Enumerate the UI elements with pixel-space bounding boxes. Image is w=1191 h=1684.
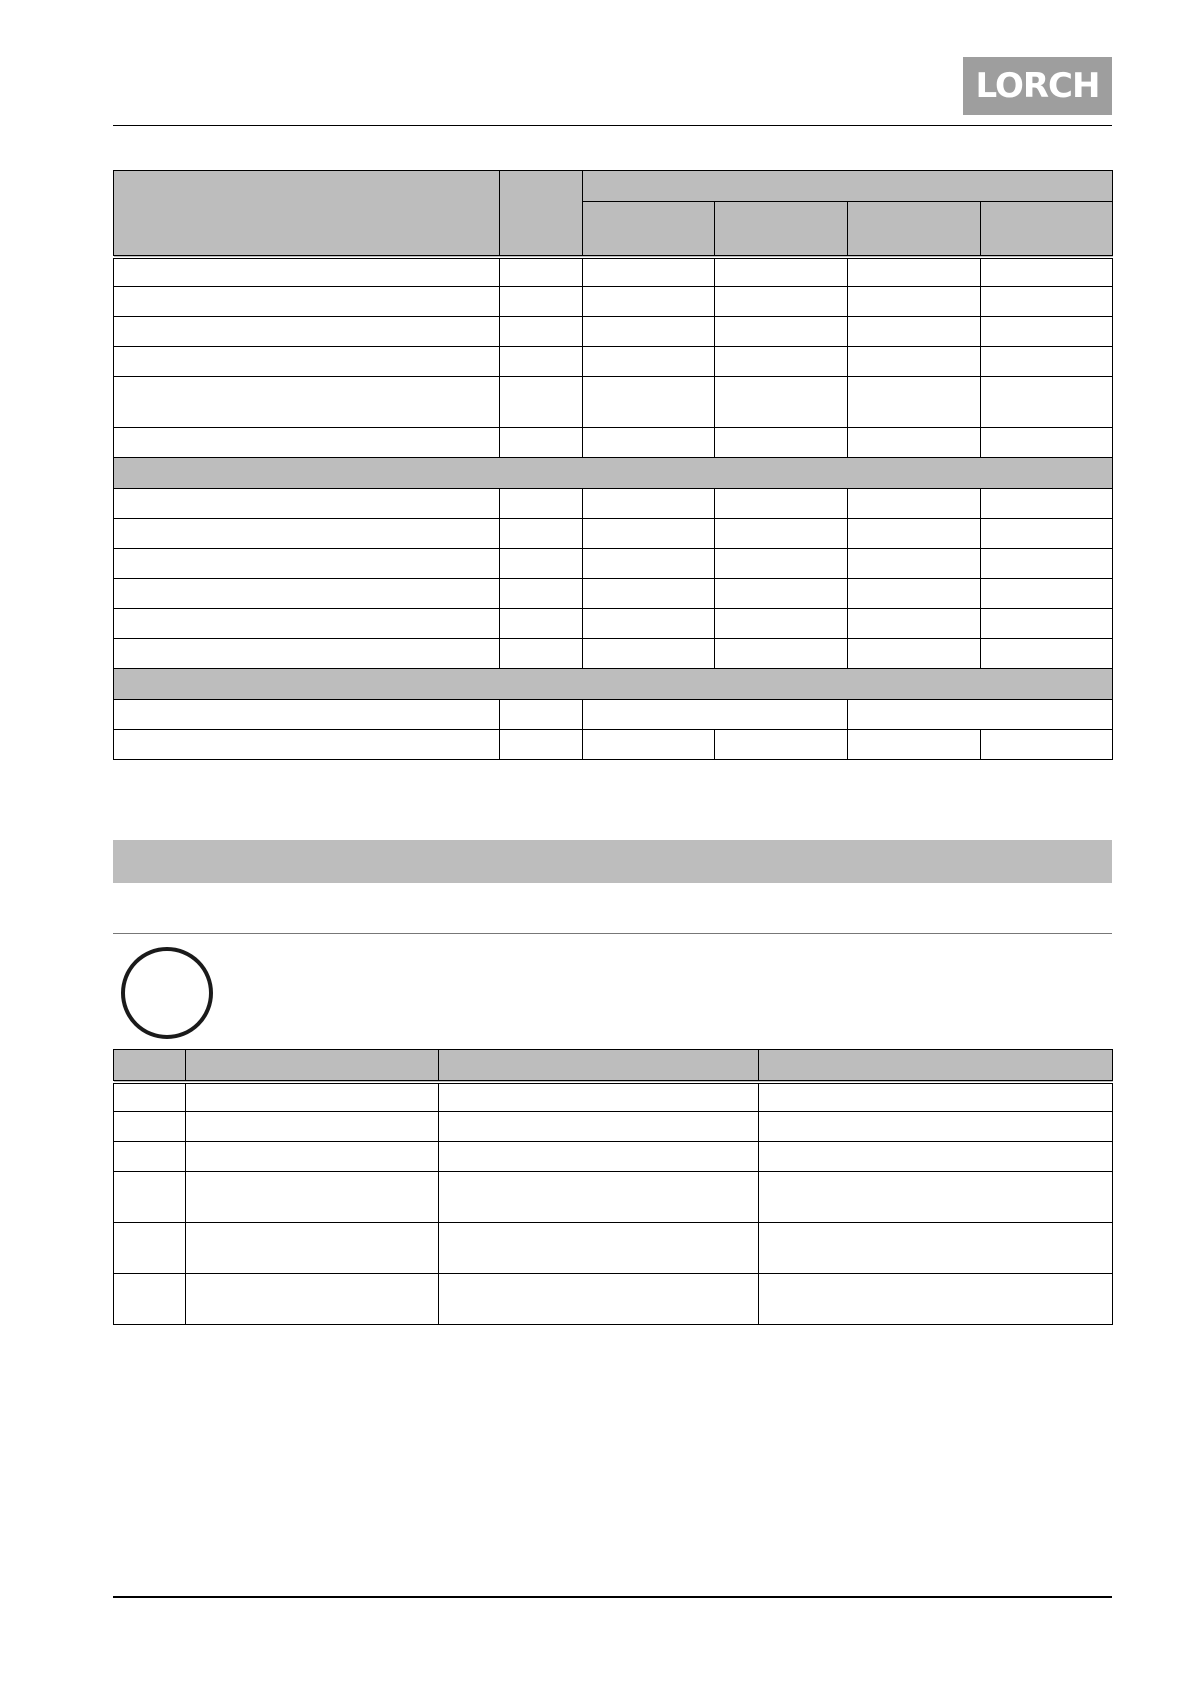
table-cell	[715, 428, 848, 458]
table-cell	[500, 287, 583, 317]
header-cell-parameter	[114, 171, 500, 257]
table-cell	[439, 1142, 759, 1172]
section-header-cell	[114, 669, 1113, 700]
table-cell	[500, 489, 583, 519]
table-cell	[500, 347, 583, 377]
table-cell	[114, 1274, 186, 1325]
header-rule	[113, 125, 1112, 126]
table-cell	[114, 519, 500, 549]
table-cell	[981, 519, 1113, 549]
table-cell	[500, 700, 583, 730]
table-cell	[848, 609, 981, 639]
table-row	[114, 347, 1113, 377]
footer-rule	[113, 1596, 1112, 1598]
table-row	[114, 377, 1113, 428]
table-cell	[114, 579, 500, 609]
table-cell	[114, 549, 500, 579]
table-cell	[500, 730, 583, 760]
table-row	[114, 287, 1113, 317]
table-cell	[583, 377, 715, 428]
table-row	[114, 1112, 1113, 1142]
table-cell	[439, 1172, 759, 1223]
table-cell	[114, 609, 500, 639]
table-cell	[114, 1223, 186, 1274]
table-cell	[715, 287, 848, 317]
table-cell	[114, 317, 500, 347]
table-cell	[114, 489, 500, 519]
table-cell	[583, 700, 848, 730]
table-row	[114, 428, 1113, 458]
table-cell	[715, 377, 848, 428]
table-cell	[114, 1082, 186, 1112]
table-cell	[114, 428, 500, 458]
table-cell	[583, 639, 715, 669]
table-cell	[583, 347, 715, 377]
header-cell-model-4	[981, 202, 1113, 257]
table-cell	[981, 257, 1113, 287]
table-cell	[114, 257, 500, 287]
table-cell	[981, 428, 1113, 458]
table-row	[114, 579, 1113, 609]
table-row	[114, 519, 1113, 549]
header-cell-3	[439, 1050, 759, 1082]
table-cell	[759, 1172, 1113, 1223]
table-cell	[981, 287, 1113, 317]
table-cell	[848, 519, 981, 549]
table-cell	[715, 730, 848, 760]
lorch-logo: LORCH	[963, 57, 1112, 115]
table-cell	[439, 1082, 759, 1112]
table-cell	[439, 1223, 759, 1274]
table-cell	[848, 730, 981, 760]
table-cell	[981, 317, 1113, 347]
table-cell	[759, 1223, 1113, 1274]
table-cell	[186, 1223, 439, 1274]
table-cell	[848, 428, 981, 458]
table-cell	[848, 579, 981, 609]
table-cell	[759, 1112, 1113, 1142]
table-cell	[186, 1172, 439, 1223]
header-cell-1	[114, 1050, 186, 1082]
table-cell	[500, 549, 583, 579]
table-cell	[848, 377, 981, 428]
table-cell	[981, 579, 1113, 609]
table-row	[114, 1082, 1113, 1112]
table-cell	[759, 1142, 1113, 1172]
table-row	[114, 1172, 1113, 1223]
table-cell	[981, 639, 1113, 669]
section-row	[114, 458, 1113, 489]
table-cell	[114, 730, 500, 760]
table-cell	[583, 428, 715, 458]
table-cell	[715, 347, 848, 377]
table-cell	[500, 609, 583, 639]
table-cell	[500, 639, 583, 669]
table-cell	[500, 257, 583, 287]
table-cell	[981, 347, 1113, 377]
table-cell	[715, 257, 848, 287]
table-cell	[186, 1274, 439, 1325]
table-cell	[500, 317, 583, 347]
table-cell	[500, 519, 583, 549]
table-cell	[500, 377, 583, 428]
table-cell	[186, 1082, 439, 1112]
table-cell	[583, 257, 715, 287]
table-cell	[500, 428, 583, 458]
header-cell-unit	[500, 171, 583, 257]
table-cell	[114, 377, 500, 428]
header-cell-model-1	[583, 202, 715, 257]
table-cell	[848, 489, 981, 519]
header-cell-4	[759, 1050, 1113, 1082]
table-cell	[981, 609, 1113, 639]
table-cell	[114, 287, 500, 317]
table-cell	[981, 549, 1113, 579]
table-cell	[715, 549, 848, 579]
header-cell-2	[186, 1050, 439, 1082]
info-circle-icon	[121, 947, 213, 1039]
table-row	[114, 730, 1113, 760]
table-cell	[186, 1142, 439, 1172]
table-cell	[583, 519, 715, 549]
table-cell	[981, 730, 1113, 760]
table-header-row	[114, 171, 1113, 202]
table-cell	[114, 639, 500, 669]
table-row	[114, 489, 1113, 519]
table-cell	[114, 1112, 186, 1142]
table-cell	[583, 287, 715, 317]
table-cell	[583, 489, 715, 519]
table-cell	[981, 489, 1113, 519]
table-cell	[848, 317, 981, 347]
table-row	[114, 317, 1113, 347]
table-cell	[848, 287, 981, 317]
table-cell	[114, 700, 500, 730]
section-row	[114, 669, 1113, 700]
table-cell	[186, 1112, 439, 1142]
table-cell	[848, 347, 981, 377]
table-row	[114, 700, 1113, 730]
table-cell	[715, 519, 848, 549]
table-cell	[848, 257, 981, 287]
table-cell	[583, 317, 715, 347]
table-row	[114, 1142, 1113, 1172]
table-cell	[114, 347, 500, 377]
table-row	[114, 609, 1113, 639]
section-banner	[113, 840, 1112, 883]
table-row	[114, 1223, 1113, 1274]
table-cell	[583, 579, 715, 609]
table-cell	[759, 1082, 1113, 1112]
table-cell	[114, 1172, 186, 1223]
table-cell	[583, 609, 715, 639]
table-cell	[715, 609, 848, 639]
table-cell	[114, 1142, 186, 1172]
table-cell	[715, 489, 848, 519]
table-cell	[848, 700, 1113, 730]
table-cell	[715, 579, 848, 609]
header-cell-models	[583, 171, 1113, 202]
note-rule	[113, 933, 1112, 934]
reference-table	[113, 1049, 1113, 1325]
table-cell	[848, 639, 981, 669]
table-cell	[759, 1274, 1113, 1325]
table-row	[114, 1274, 1113, 1325]
table-cell	[981, 377, 1113, 428]
header-cell-model-3	[848, 202, 981, 257]
table-row	[114, 639, 1113, 669]
table-cell	[439, 1274, 759, 1325]
table-row	[114, 257, 1113, 287]
section-header-cell	[114, 458, 1113, 489]
table-cell	[583, 730, 715, 760]
table-cell	[715, 317, 848, 347]
table-header-row	[114, 1050, 1113, 1082]
technical-data-table	[113, 170, 1113, 760]
table-row	[114, 549, 1113, 579]
table-cell	[583, 549, 715, 579]
table-cell	[715, 639, 848, 669]
table-cell	[848, 549, 981, 579]
table-cell	[500, 579, 583, 609]
table-cell	[439, 1112, 759, 1142]
header-cell-model-2	[715, 202, 848, 257]
